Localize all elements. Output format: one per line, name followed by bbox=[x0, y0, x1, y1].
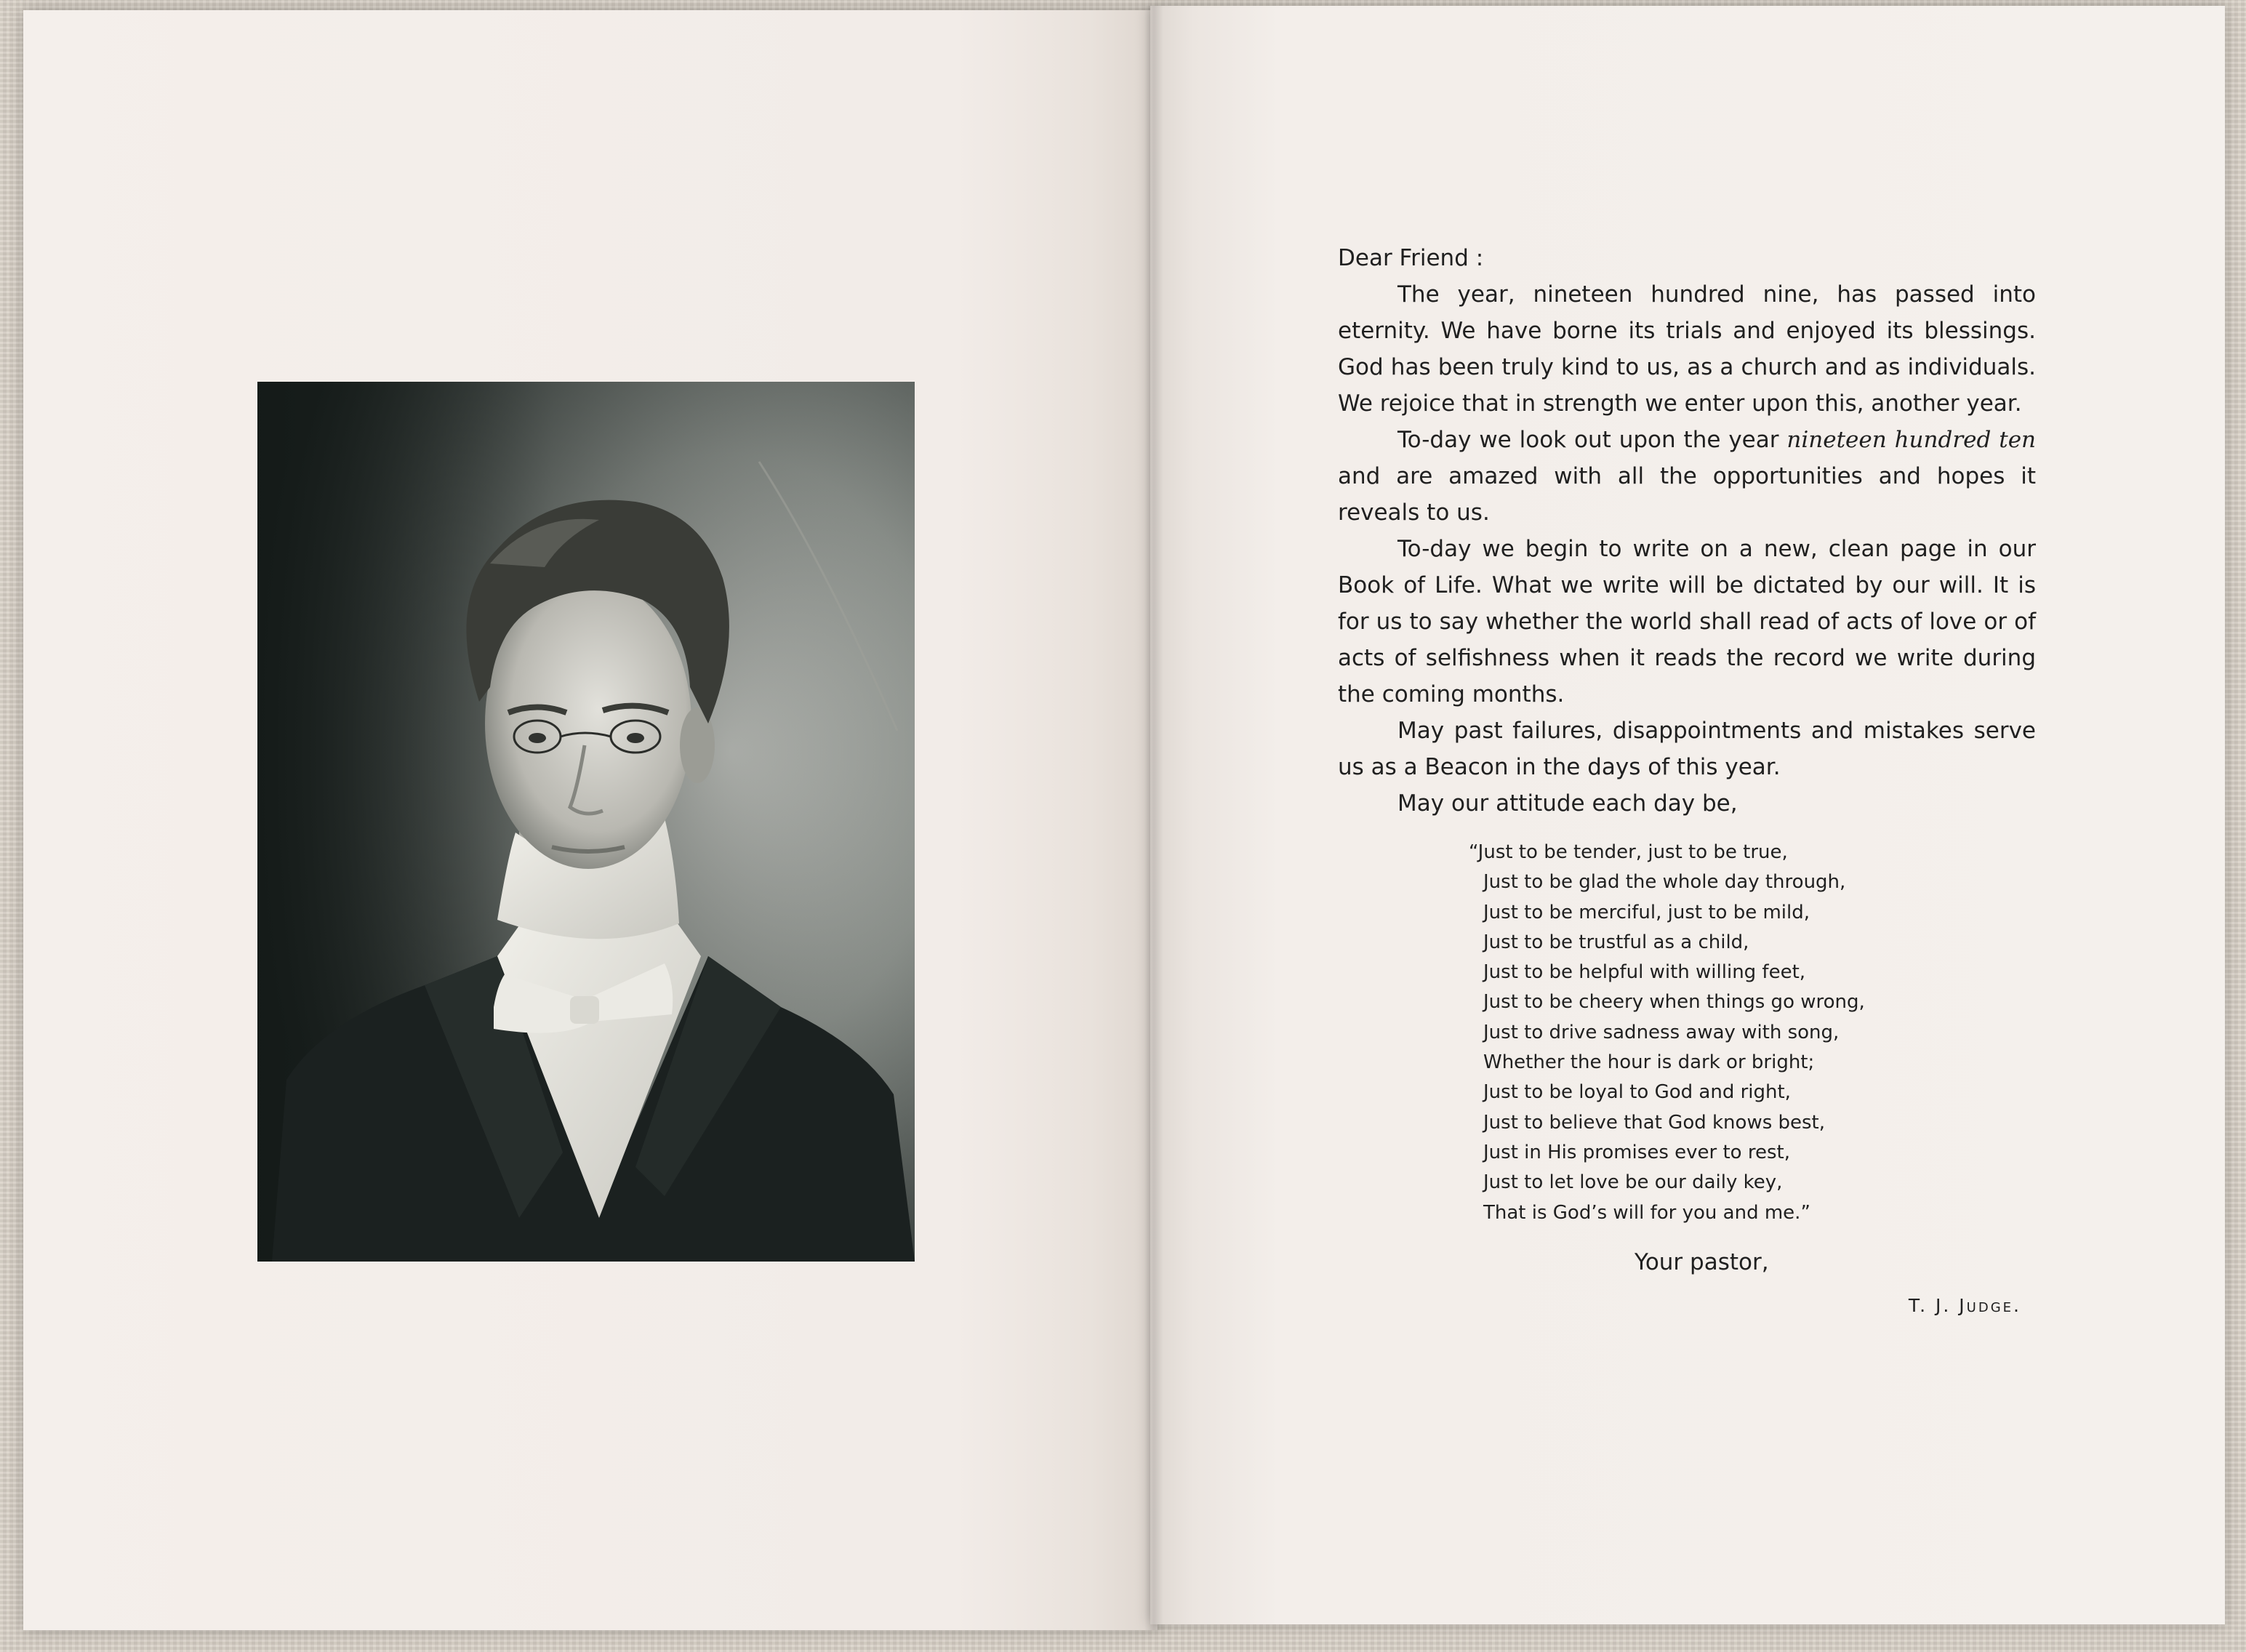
book-spine bbox=[1144, 6, 1163, 1630]
closing: Your pastor, bbox=[1635, 1248, 1769, 1275]
salutation: Dear Friend : bbox=[1338, 245, 1484, 271]
poem-line: Just to be helpful with willing feet, bbox=[1483, 961, 1806, 984]
paragraph-text: To-day we look out upon the year bbox=[1397, 427, 1787, 453]
poem-line: Just to drive sadness away with song, bbox=[1483, 1021, 1840, 1043]
poem-line: Whether the hour is dark or bright; bbox=[1483, 1051, 1815, 1074]
poem-line: Just to be loyal to God and right, bbox=[1483, 1081, 1791, 1104]
poem-line: Just to be trustful as a child, bbox=[1483, 931, 1749, 953]
letter-paragraph: May past failures, disappointments and mistakes serve us as a Beacon in the days of this year. bbox=[1338, 718, 2036, 780]
poem-line: “Just to be tender, just to be true, bbox=[1469, 841, 1788, 863]
letter-paragraph: The year, nineteen hundred nine, has passed into eternity. We have borne its trials and enjoyed its blessings. God has been truly kind to us, as a church and as individuals. We rejoice that in strength we enter upon this, another year. bbox=[1338, 281, 2036, 417]
letter-text bbox=[1338, 240, 2036, 1324]
signature: T. J. Judge. bbox=[1908, 1294, 2021, 1316]
poem-line: That is God’s will for you and me.” bbox=[1483, 1201, 1810, 1224]
letter-paragraph bbox=[1338, 422, 2036, 531]
portrait-image bbox=[257, 382, 915, 1262]
poem-line: Just in His promises ever to rest, bbox=[1483, 1141, 1790, 1163]
poem-line: Just to be glad the whole day through, bbox=[1483, 871, 1846, 894]
letter-paragraph: To-day we begin to write on a new, clean page in our Book of Life. What we write will be dictated by our will. It is for us to say whether the world shall read of acts of love or of acts of selfishness when it reads the record we write during the coming months. bbox=[1338, 536, 2036, 707]
pastor-portrait-photo bbox=[257, 382, 915, 1262]
paragraph-text: and are amazed with all the opportunities and hopes it reveals to us. bbox=[1338, 463, 2036, 526]
poem-line: Just to be cheery when things go wrong, bbox=[1483, 991, 1865, 1014]
poem-line: Just to be merciful, just to be mild, bbox=[1483, 901, 1810, 923]
poem-line: Just to let love be our daily key, bbox=[1483, 1171, 1783, 1194]
poem-line: Just to believe that God knows best, bbox=[1483, 1111, 1826, 1134]
poem bbox=[1469, 838, 2036, 1228]
letter-paragraph: May our attitude each day be, bbox=[1397, 790, 1738, 817]
emphasized-year: nineteen hundred ten bbox=[1786, 427, 2037, 453]
